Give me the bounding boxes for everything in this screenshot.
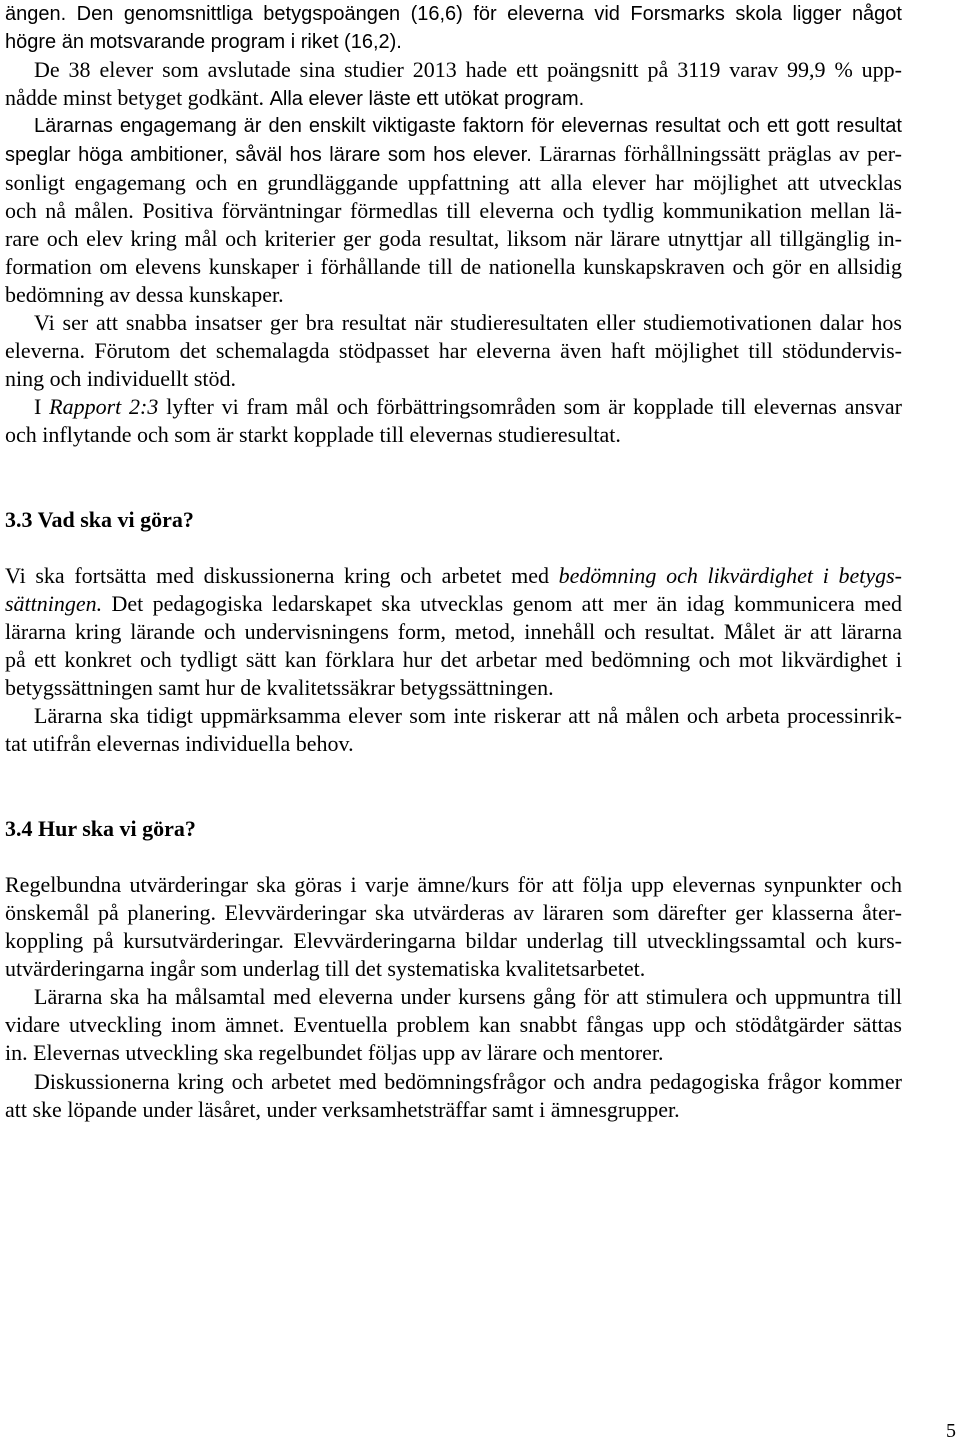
text-line: betygssättningen samt hur de kvalitetssäkrar betygssättningen. [5,675,554,701]
text-line: rare och elev kring mål och kriterier ger goda resultat, liksom när lärare utnyttjar all tillgänglig in- [5,225,902,251]
text-line [5,140,902,168]
body-text [5,0,902,1124]
text-line: tat utifrån elevernas individuella behov. [5,731,354,757]
text-line [5,84,902,112]
text-segment: speglar höga ambitioner, såväl hos lärare som hos elever. [5,144,532,167]
section-heading-3-4: 3.4 Hur ska vi göra? [5,815,196,841]
paragraph-evaluations [5,871,902,983]
paragraph-quick-support [5,309,902,393]
emphasis-text: sättningen. [5,590,103,616]
text-line: formation om elevens kunskaper i förhållande till de nationella kunskapskraven och gör en allsidig [5,253,902,279]
paragraph-teacher-engagement [5,112,902,309]
page-number: 5 [946,1420,956,1442]
paragraph-discussions [5,1068,902,1124]
text-line: ning och individuellt stöd. [5,366,236,392]
text-line: bedömning av dessa kunskaper. [5,281,284,307]
paragraph-early-attention [5,702,902,758]
paragraph-graduates [5,56,902,112]
text-line: Lärarna ska ha målsamtal med eleverna under kursens gång för att stimulera och uppmuntra till [34,984,902,1010]
text-line: De 38 elever som avslutade sina studier 2013 hade ett poängsnitt på 3119 varav 99,9 % upp- [34,57,902,83]
text-line: koppling på kursutvärderingar. Elevvärderingarna bildar underlag till utvecklingssamtal och kurs- [5,928,902,954]
text-segment: lyfter vi fram mål och förbättringsområden som är kopplade till elevernas ansvar [166,394,903,420]
text-segment: I [34,394,42,420]
text-segment: Det pedagogiska ledarskapet ska utvecklas genom att mer än idag kommunicera med [111,590,903,616]
section-heading-3-3: 3.3 Vad ska vi göra? [5,506,194,532]
text-line: Diskussionerna kring och arbetet med bedömningsfrågor och andra pedagogiska frågor kommer [34,1068,902,1094]
text-line: Lärarnas engagemang är den enskilt viktigaste faktorn för elevernas resultat och ett gott resultat [34,115,902,138]
text-line: Vi ser att snabba insatser ger bra resultat när studieresultaten eller studiemotivationen dalar hos [34,310,902,336]
text-line: utvärderingarna ingår som underlag till det systematiska kvalitetsarbetet. [5,956,646,982]
paragraph-goal-talks [5,983,902,1067]
text-line: ängen. Den genomsnittliga betygspoängen (16,6) för eleverna vid Forsmarks skola ligger något [5,3,902,25]
paragraph-report-reference [5,393,902,449]
text-segment: Alla elever läste ett utökat program. [269,88,585,111]
text-line: eleverna. Förutom det schemalagda stödpasset har eleverna även haft möjlighet till stödundervis- [5,338,902,364]
paragraph-grade-average [5,0,902,56]
text-line: Lärarna ska tidigt uppmärksamma elever som inte riskerar att nå målen och arbeta processinrik- [34,703,902,729]
text-segment: nådde minst betyget godkänt. [5,85,265,111]
text-line [5,562,902,590]
emphasis-text: bedömning och likvärdighet i betygs- [558,562,902,588]
text-line: och nå målen. Positiva förväntningar förmedlas till eleverna och tydlig kommunikation mellan lä- [5,197,902,223]
text-line: att ske löpande under läsåret, under verksamhetsträffar samt i ämnesgrupper. [5,1096,680,1122]
text-line: lärarna kring lärande och undervisningens form, metod, innehåll och resultat. Målet är att lärarna [5,619,902,645]
paragraph-assessment [5,562,902,702]
text-line: sonligt engagemang och en grundläggande uppfattning att alla elever har möjlighet att utvecklas [5,169,902,195]
text-line: högre än motsvarande program i riket (16,2). [5,31,402,54]
report-reference: Rapport 2:3 [49,394,159,420]
text-segment: Vi ska fortsätta med diskussionerna kring och arbetet med [5,562,549,588]
text-line: vidare utveckling inom ämnet. Eventuella problem kan snabbt fångas upp och stödåtgärder sättas [5,1012,902,1038]
text-line [5,590,902,618]
text-line: in. Elevernas utveckling ska regelbundet följas upp av lärare och mentorer. [5,1040,664,1066]
text-line: på ett konkret och tydligt sätt kan förklara hur det arbetar med bedömning och mot likvärdighet i [5,647,902,673]
text-line: önskemål på planering. Elevvärderingar ska utvärderas av läraren som därefter ger klasserna åter- [5,900,902,925]
text-segment: Lärarnas förhållningssätt präglas av per- [539,141,902,167]
text-line: Regelbundna utvärderingar ska göras i varje ämne/kurs för att följa upp elevernas synpunkter och [5,871,902,897]
text-line: och inflytande och som är starkt kopplade till elevernas studieresultat. [5,422,621,448]
text-line [5,393,902,421]
